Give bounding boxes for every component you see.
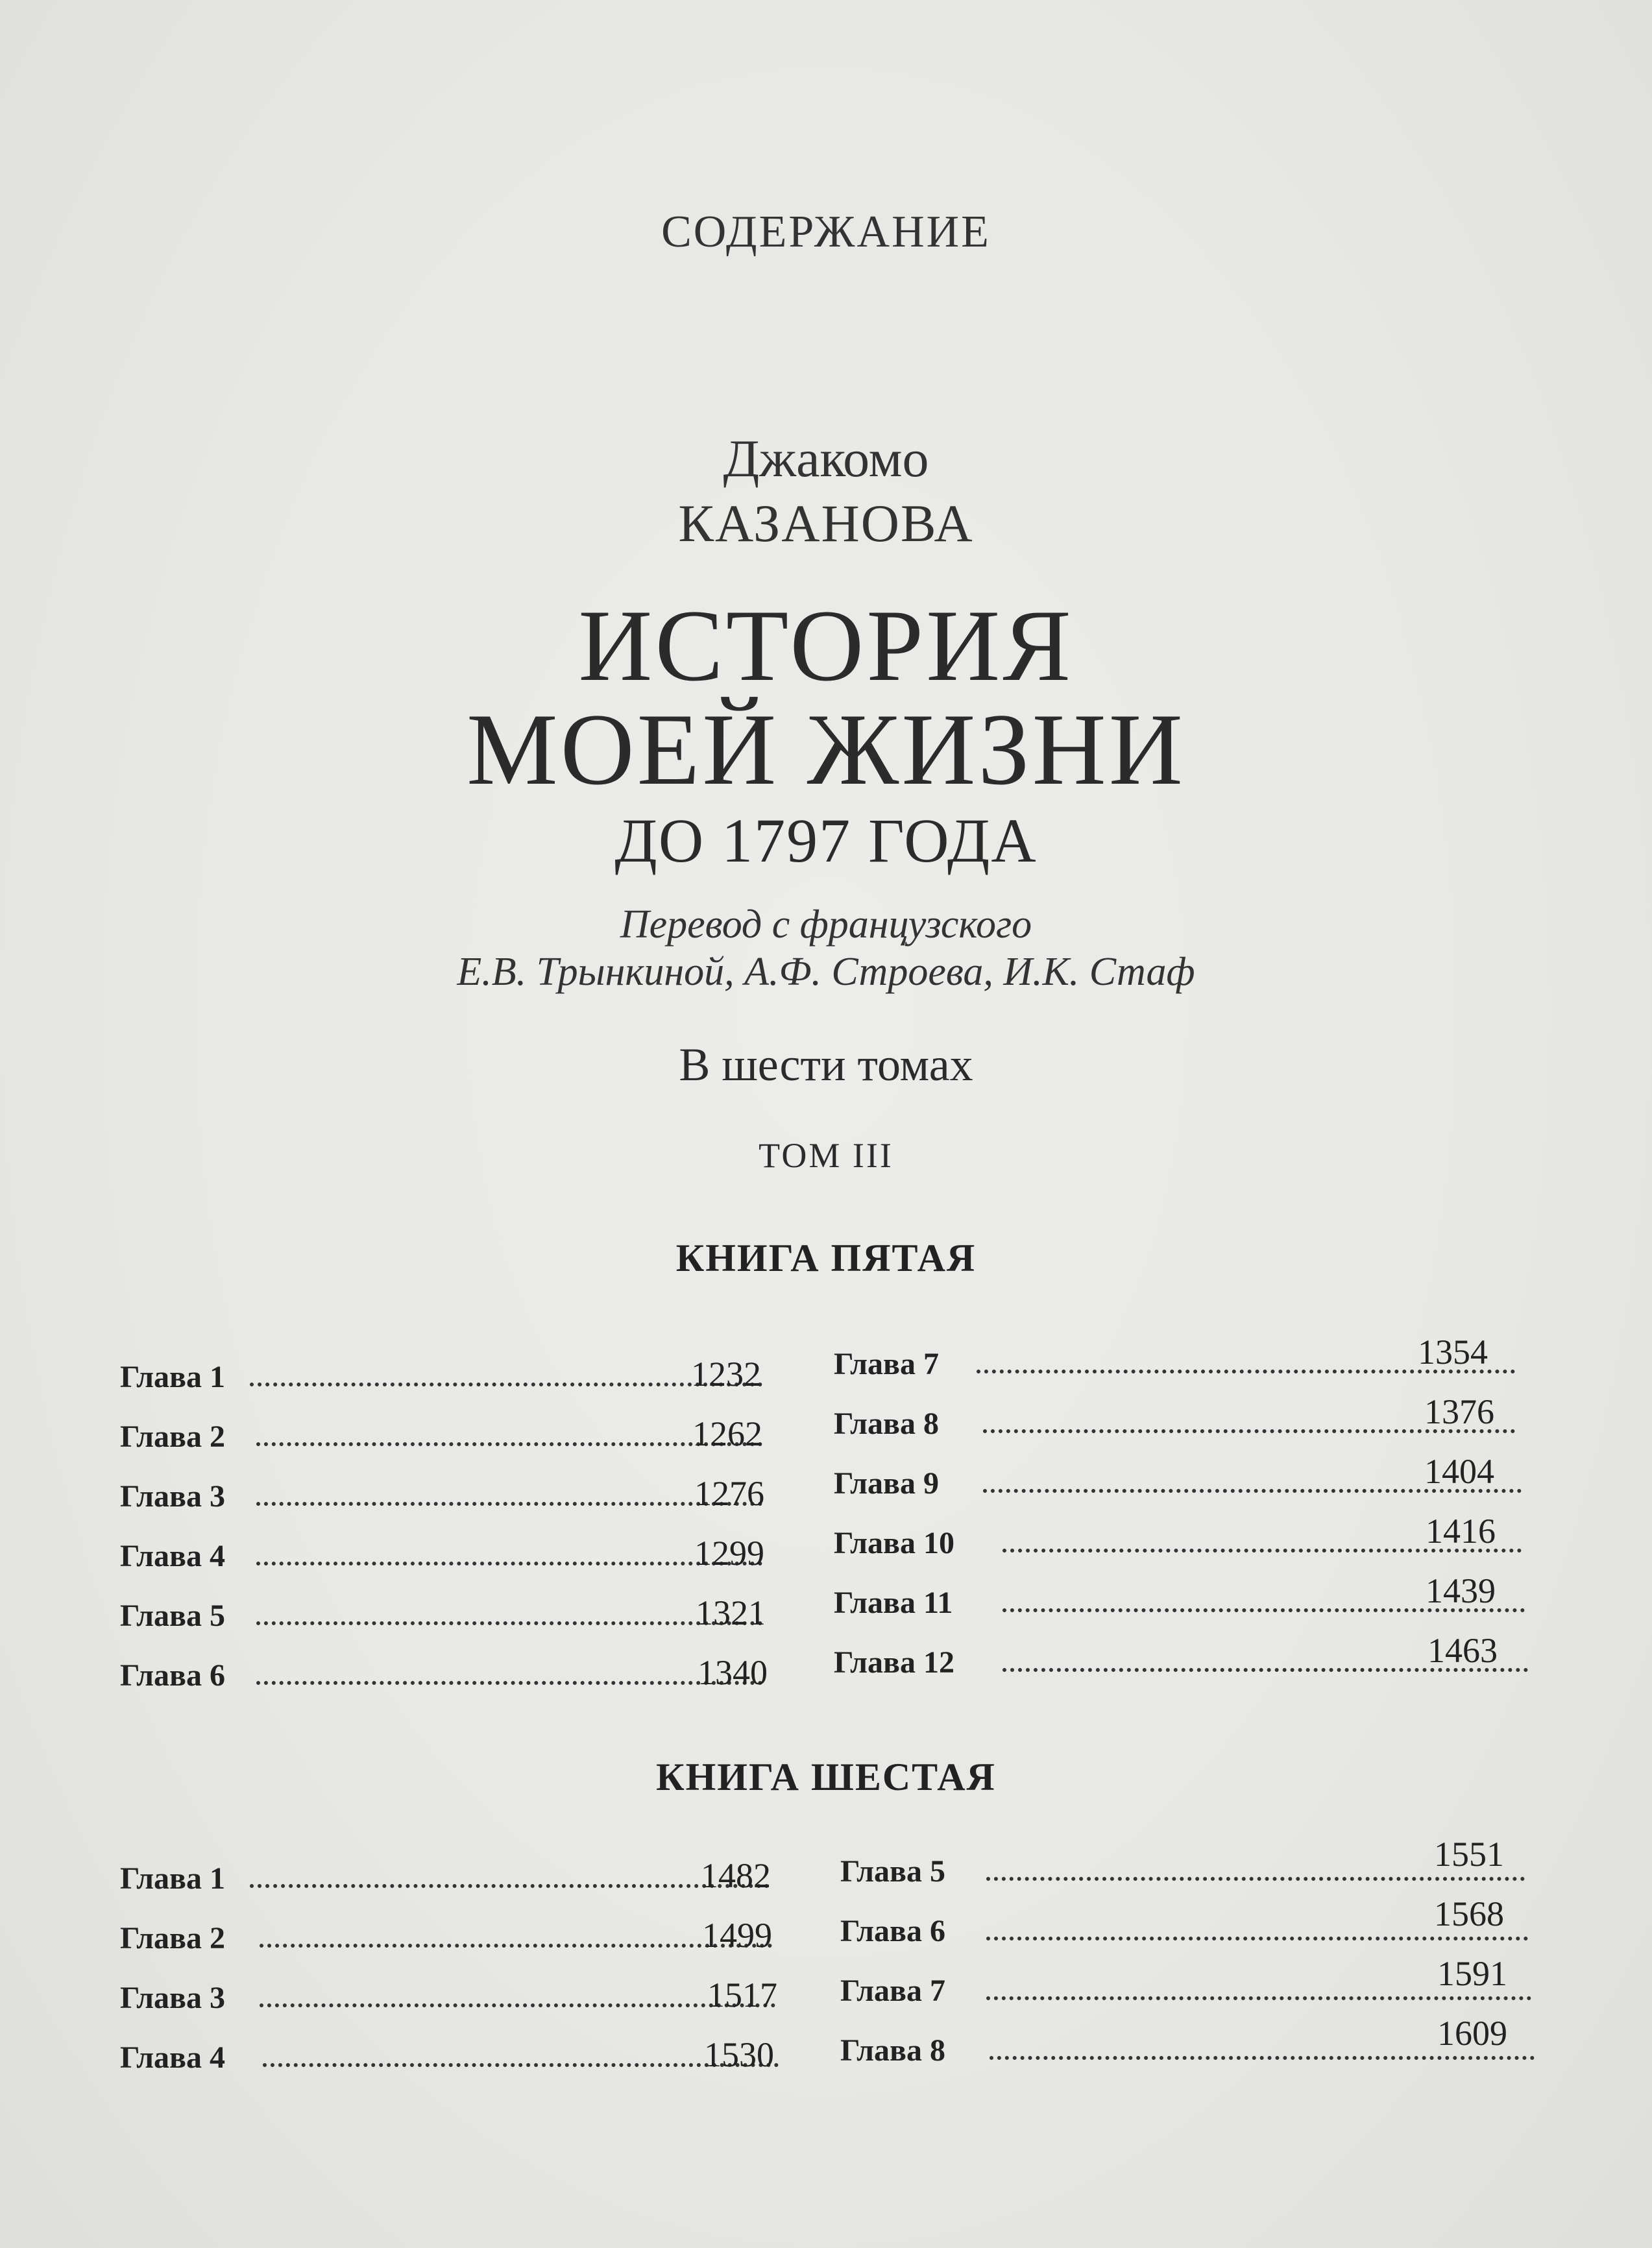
page-number: 1609	[1437, 2014, 1507, 2053]
toc-entry[interactable]	[834, 1571, 1548, 1624]
page-number: 1439	[1426, 1571, 1496, 1610]
chapter-label: Глава 4	[120, 1539, 225, 1573]
chapter-label: Глава 2	[120, 1921, 225, 1955]
book-five-heading: КНИГА ПЯТАЯ	[675, 1237, 977, 1279]
chapter-label: Глава 8	[840, 2033, 945, 2068]
dot-leader	[263, 2063, 779, 2067]
dot-leader	[256, 1502, 762, 1506]
dot-leader	[986, 1877, 1525, 1881]
chapter-label: Глава 6	[120, 1658, 225, 1693]
book-five-left-column	[120, 1355, 782, 1710]
dot-leader	[250, 1383, 762, 1386]
dot-leader	[990, 2056, 1535, 2060]
page-number: 1551	[1434, 1835, 1504, 1874]
toc-entry[interactable]	[120, 1916, 788, 1959]
chapter-label: Глава 9	[834, 1466, 939, 1501]
book-six-left-column	[120, 1856, 788, 2094]
dot-leader	[256, 1621, 762, 1625]
dot-leader	[260, 2003, 775, 2007]
toc-entry[interactable]	[120, 1414, 782, 1458]
chapter-label: Глава 3	[120, 1479, 225, 1514]
book-subtitle: ДО 1797 ГОДА	[614, 806, 1038, 875]
toc-entry[interactable]	[834, 1333, 1548, 1385]
chapter-label: Глава 5	[840, 1854, 945, 1889]
author-first-name: Джакомо	[723, 429, 929, 488]
toc-entry[interactable]	[120, 1534, 782, 1577]
chapter-label: Глава 12	[834, 1645, 954, 1680]
page-number: 1530	[704, 2035, 774, 2074]
page-number: 1262	[692, 1414, 762, 1453]
page-number: 1517	[707, 1976, 777, 2014]
toc-entry[interactable]	[840, 2014, 1554, 2072]
toc-entry[interactable]	[120, 1856, 788, 1900]
page-number: 1568	[1434, 1894, 1504, 1933]
page-number: 1463	[1427, 1631, 1498, 1670]
dot-leader	[256, 1562, 762, 1565]
book-six-heading: КНИГА ШЕСТАЯ	[656, 1756, 996, 1798]
book-title-line-1: ИСТОРИЯ	[578, 589, 1074, 703]
chapter-label: Глава 8	[834, 1407, 939, 1441]
translators: Е.В. Трынкиной, А.Ф. Строева, И.К. Стаф	[457, 950, 1195, 994]
page-number: 1340	[698, 1653, 768, 1692]
page-number: 1499	[702, 1916, 772, 1955]
toc-entry[interactable]	[120, 1355, 782, 1398]
chapter-label: Глава 3	[120, 1981, 225, 2015]
chapter-label: Глава 1	[120, 1360, 225, 1394]
toc-entry[interactable]	[834, 1392, 1548, 1445]
toc-entry[interactable]	[120, 1474, 782, 1517]
toc-entry[interactable]	[120, 2035, 788, 2079]
toc-title: СОДЕРЖАНИЕ	[661, 207, 991, 257]
toc-entry[interactable]	[834, 1631, 1548, 1684]
page-number: 1404	[1424, 1452, 1494, 1491]
book-title-line-2: МОЕЙ ЖИЗНИ	[467, 693, 1185, 806]
toc-entry[interactable]	[840, 1835, 1554, 1892]
page-number: 1232	[691, 1355, 761, 1394]
toc-entry[interactable]	[120, 1593, 782, 1637]
dot-leader	[986, 1996, 1531, 2000]
toc-entry[interactable]	[840, 1894, 1554, 1952]
chapter-label: Глава 7	[834, 1347, 939, 1381]
page-number: 1299	[694, 1534, 764, 1573]
author-last-name: КАЗАНОВА	[678, 494, 974, 553]
page-number: 1376	[1424, 1392, 1494, 1431]
toc-entry[interactable]	[834, 1452, 1548, 1505]
chapter-label: Глава 1	[120, 1861, 225, 1896]
page-number: 1416	[1426, 1512, 1496, 1551]
toc-entry[interactable]	[840, 1954, 1554, 2012]
chapter-label: Глава 11	[834, 1586, 953, 1620]
toc-entry[interactable]	[120, 1976, 788, 2019]
dot-leader	[256, 1681, 762, 1685]
chapter-label: Глава 2	[120, 1420, 225, 1454]
translation-note: Перевод с французского	[620, 902, 1032, 947]
dot-leader	[256, 1442, 762, 1446]
page-number: 1482	[701, 1856, 771, 1895]
toc-entry[interactable]	[120, 1653, 782, 1697]
page-number: 1591	[1437, 1954, 1507, 1993]
dot-leader	[250, 1884, 769, 1888]
page-number: 1354	[1418, 1333, 1488, 1372]
chapter-label: Глава 5	[120, 1599, 225, 1633]
toc-entry[interactable]	[834, 1512, 1548, 1564]
book-six-right-column	[840, 1835, 1554, 2087]
chapter-label: Глава 6	[840, 1914, 945, 1948]
volume-number: ТОМ III	[759, 1136, 893, 1175]
page-number: 1321	[696, 1593, 766, 1632]
dot-leader	[986, 1937, 1528, 1940]
page-number: 1276	[694, 1474, 764, 1513]
chapter-label: Глава 7	[840, 1974, 945, 2008]
chapter-label: Глава 10	[834, 1526, 954, 1560]
chapter-label: Глава 4	[120, 2040, 225, 2075]
book-five-right-column	[834, 1333, 1548, 1697]
volumes-note: В шести томах	[679, 1039, 973, 1091]
dot-leader	[260, 1944, 772, 1948]
